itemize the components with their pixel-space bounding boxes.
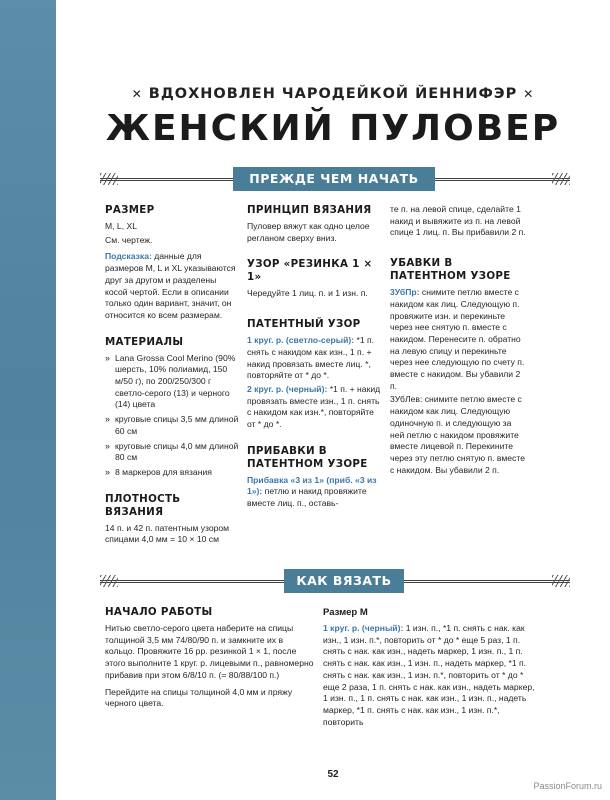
row-label: 1 круг. р. (черный):: [323, 623, 404, 633]
row-label: 1 круг. р. (светло-серый):: [247, 335, 355, 346]
size-heading: РАЗМЕР: [105, 204, 155, 216]
cross-icon: ✕: [131, 87, 143, 101]
list-item: » 8 маркеров для вязания: [105, 467, 241, 479]
row-text: *1 п. снять с накидом как изн., 1 п. + накид провязать вместе лиц. *, повторяйте от * до *.: [247, 335, 375, 381]
increase-text: петлю и накид провяжите вместе лиц. п., оставь-: [247, 486, 367, 509]
decreases-heading: УБАВКИ В ПАТЕНТНОМ УЗОРЕ: [390, 257, 511, 283]
start-heading: НАЧАЛО РАБОТЫ: [105, 606, 213, 618]
gauge-text: 14 п. и 42 п. патентным узором спицами 4,0 мм = 10 × 10 см: [105, 522, 230, 545]
page: [56, 0, 610, 800]
patent-row1: [247, 335, 383, 382]
decrease-label: 3УбПр:: [390, 287, 420, 298]
increase-label: Прибавка «3 из 1» (приб. «3 из 1»):: [247, 474, 377, 497]
start-text: Нитью светло-серого цвета наберите на спицы толщиной 3,5 мм 74/80/90 п. и замкните их в кольцо. Провяжите 16 рр. резинкой 1 × 1, после этого выполните 1 круг. р. лицевыми п., равномерно прибавив при этом 6/8/10 п. (= 80/88/100 п.): [105, 623, 314, 680]
row-text: 1 изн. п., *1 п. снять с нак. как изн., 1 изн. п.*, повторить от * до * еще 5 раз, 1 п. снять с нак. как изн., надеть маркер, 1 изн. п., 1 п. снять с нак. как изн., 1 изн. п., надеть маркер, *1 п. снять с нак. как изн., 1 изн. п.*, повторить от * до * еще 2 раза, 1 п. снять с нак. как изн., надеть маркер, 1 изн. п., 1 п. снять с нак. как изн., 1 изн. п., надеть маркер, *1 п. снять с нак. как изн., 1 изн. п.*, повторить: [323, 623, 535, 727]
size-m-column: [323, 606, 535, 730]
principle-text: Пуловер вяжут как одно целое регланом сверху вниз.: [247, 221, 370, 243]
increases-text: [247, 475, 383, 510]
decrease-text: снимите петлю вместе с накидом как лиц. Следующую п. провяжите изн. и перекиньте через нее снятую п. вместе с накидом. Перенесите п. обратно на левую спицу и перекиньте через нее следующую по счету п. вместе с накидом. Вы убавили 2 п.: [390, 287, 525, 391]
hatch-ornament: [100, 173, 118, 185]
row-text: *1 п. + накид провязать вместе изн., 1 п. снять с накидом как изн.*, повторяйте от * до *.: [247, 383, 381, 430]
cross-icon: ✕: [523, 87, 535, 101]
increases-heading: ПРИБАВКИ В ПАТЕНТНОМ УЗОРЕ: [247, 444, 368, 470]
materials-list: [105, 353, 241, 479]
list-item: » Lana Grossa Cool Merino (90% шерсть, 10% полиамид, 150 м/50 г), по 200/250/300 г светло-серого (13) и черного (14) цвета: [105, 353, 241, 412]
page-title: ЖЕНСКИЙ ПУЛОВЕР: [105, 108, 561, 149]
start-column: [105, 606, 315, 712]
see-drawing-text: См. чертеж.: [105, 234, 153, 245]
section-label: ПРЕЖДЕ ЧЕМ НАЧАТЬ: [233, 167, 435, 191]
section-divider-before-start: [100, 165, 570, 195]
watermark: PassionForum.ru: [533, 781, 602, 791]
materials-heading: МАТЕРИАЛЫ: [105, 335, 184, 348]
side-stripe: [0, 0, 56, 800]
list-item: » круговые спицы 3,5 мм длиной 60 см: [105, 414, 241, 437]
list-item: » круговые спицы 4,0 мм длиной 80 см: [105, 441, 241, 464]
sizes-text: M, L, XL: [105, 221, 137, 231]
rib-text: Чередуйте 1 лиц. п. и 1 изн. п.: [247, 288, 368, 299]
tip-paragraph: [105, 251, 241, 321]
start-text-2: Перейдите на спицы толщиной 4,0 мм и пряжу черного цвета.: [105, 686, 293, 709]
hatch-ornament: [100, 575, 118, 587]
patent-row2: [247, 384, 383, 431]
hatch-ornament: [552, 575, 570, 587]
principle-heading: ПРИНЦИП ВЯЗАНИЯ: [247, 204, 372, 216]
gauge-heading: ПЛОТНОСТЬ ВЯЗАНИЯ: [105, 492, 181, 518]
increase-continued: те п. на левой спице, сделайте 1 накид и вывяжите из п. на левой спице 1 лиц. п. Вы прибавили 2 п.: [390, 204, 526, 238]
size-m-text: [323, 623, 535, 728]
page-number: 52: [327, 769, 339, 780]
tip-text: данные для размеров M, L и XL указываются друг за другом и разделены косой чертой. Если в описании только один вариант, значит, он относится ко всем размерам.: [105, 251, 236, 320]
patent-heading: ПАТЕНТНЫЙ УЗОР: [247, 318, 361, 331]
section-divider-how-to: [100, 567, 570, 597]
column-3: [390, 204, 526, 478]
decrease-right: [390, 287, 526, 392]
row-label: 2 круг. р. (черный):: [247, 383, 328, 394]
tip-label: Подсказка:: [105, 251, 152, 262]
hatch-ornament: [552, 173, 570, 185]
subtitle: ✕ ВДОХНОВЛЕН ЧАРОДЕЙКОЙ ЙЕННИФЭР ✕: [131, 86, 535, 102]
column-2: [247, 204, 383, 512]
decrease-left: 3УбЛев: снимите петлю вместе с накидом как лиц. Следующую одиночную п. и следующую за ней петлю с накидом провяжите вместе лицевой п. Перекините через эту петлю снятую п. вместе с накидом. Вы убавили 2 п.: [390, 394, 525, 475]
section-label: КАК ВЯЗАТЬ: [284, 569, 404, 593]
rib-heading: УЗОР «РЕЗИНКА 1 × 1»: [247, 258, 373, 284]
column-1: [105, 204, 241, 548]
size-m-heading: Размер M: [323, 607, 368, 618]
